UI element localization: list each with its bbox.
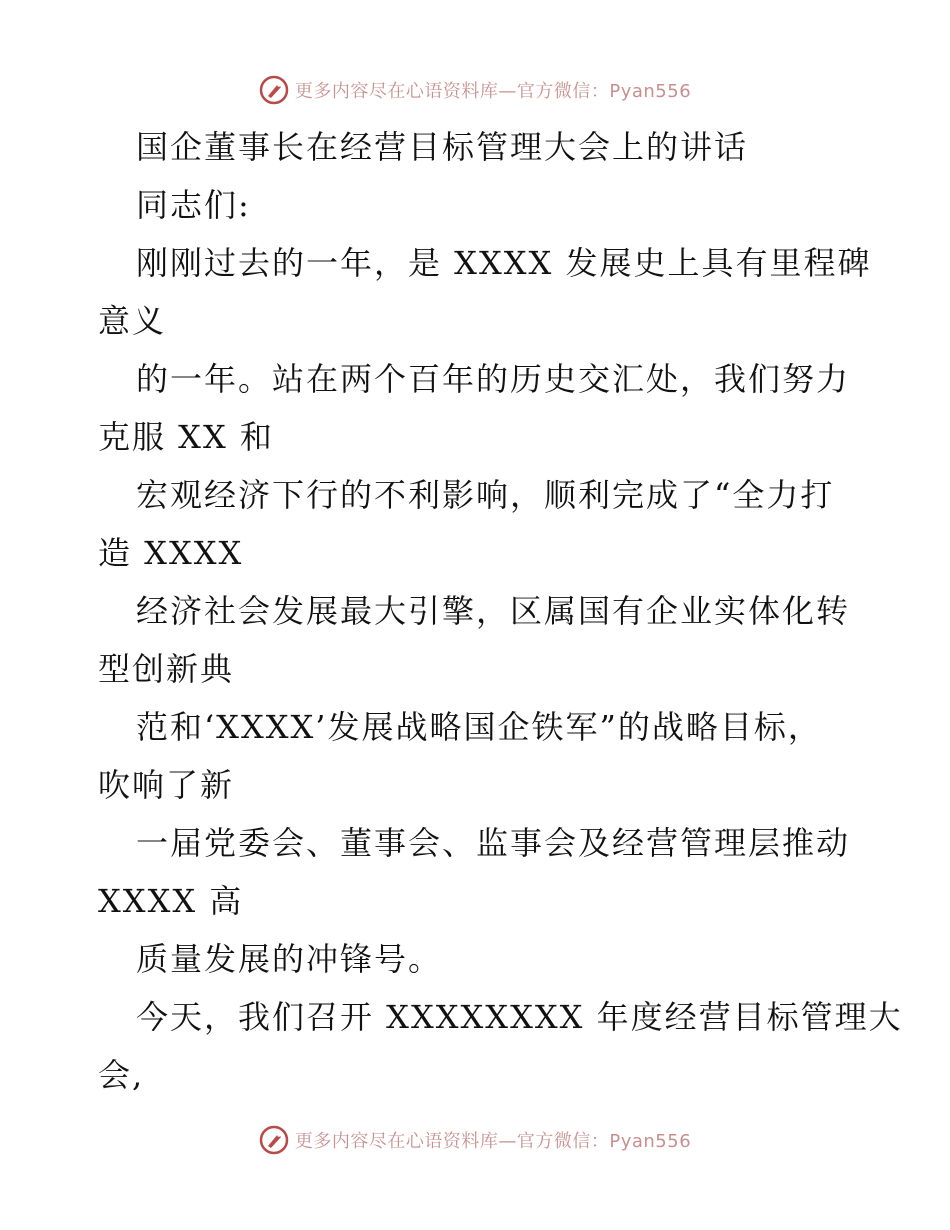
paragraph-line: 经济社会发展最大引擎，区属国有企业实体化转	[136, 592, 851, 630]
paragraph-line: 型创新典	[98, 650, 235, 688]
paragraph-line: 造 XXXX	[98, 534, 244, 572]
paragraph-line: 意义	[98, 302, 167, 340]
watermark-footer	[0, 1120, 950, 1160]
paragraph-line: 克服 XX 和	[98, 418, 274, 456]
paragraph-line: 今天，我们召开 XXXXXXXX 年度经营目标管理大	[136, 998, 903, 1036]
pen-nib-logo-icon	[259, 75, 289, 105]
watermark-text: 更多内容尽在心语资料库—官方微信：Pyan556	[294, 81, 692, 102]
paragraph-line: 的一年。站在两个百年的历史交汇处，我们努力	[136, 360, 851, 398]
paragraph-line: XXXX 高	[98, 882, 244, 920]
paragraph-line: 质量发展的冲锋号。	[136, 940, 443, 978]
paragraph-line: 一届党委会、董事会、监事会及经营管理层推动	[136, 824, 851, 862]
paragraph-line: 宏观经济下行的不利影响，顺利完成了“全力打	[136, 476, 835, 514]
pen-nib-logo-icon	[259, 1125, 289, 1155]
paragraph-line: 会,	[98, 1056, 145, 1094]
paragraph-line: 同志们:	[136, 186, 251, 224]
paragraph-line: 范和‘XXXX’发展战略国企铁军”的战略目标，	[136, 708, 822, 746]
document-body	[98, 118, 903, 1104]
watermark-header	[0, 70, 950, 110]
paragraph-line: 刚刚过去的一年，是 XXXX 发展史上具有里程碑	[136, 244, 872, 282]
watermark-text: 更多内容尽在心语资料库—官方微信：Pyan556	[294, 1131, 692, 1152]
paragraph-line: 吹响了新	[98, 766, 235, 804]
document-title: 国企董事长在经营目标管理大会上的讲话	[136, 128, 749, 166]
